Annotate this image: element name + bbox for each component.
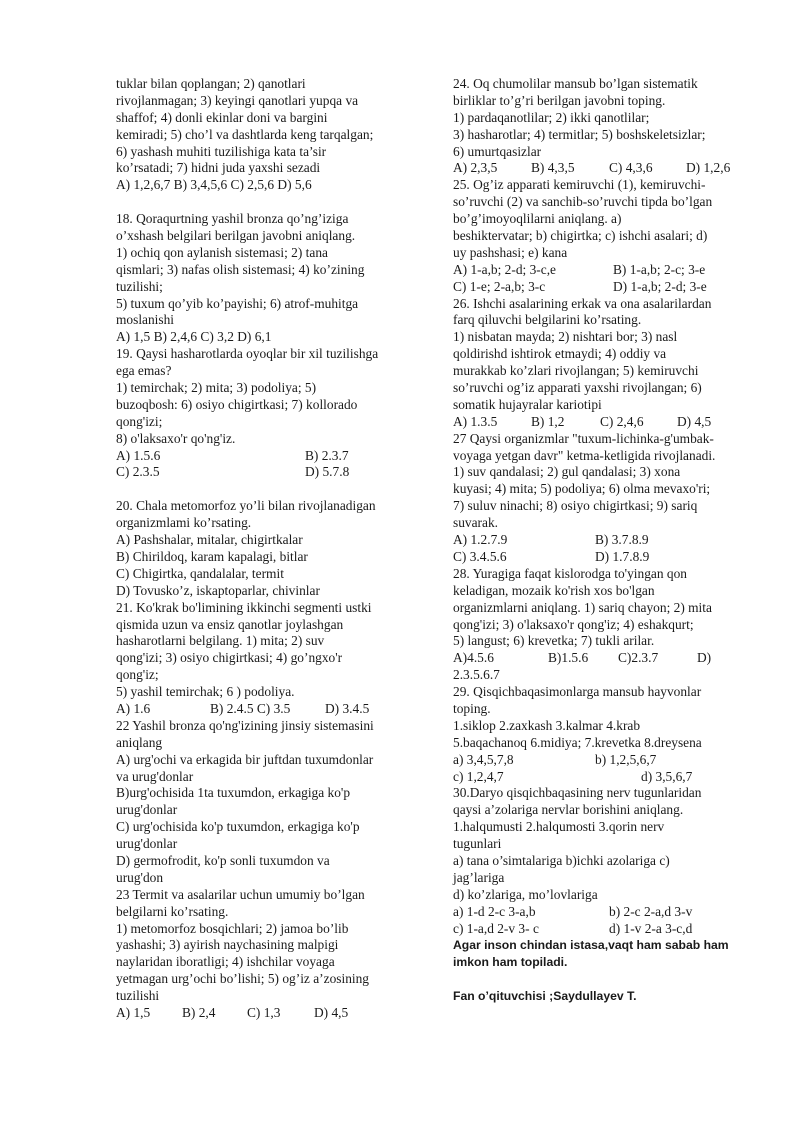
question-25: 25. Og’iz apparati kemiruvchi (1), kemiruvchi- — [453, 177, 706, 193]
text-line: hasharotlarni belgilang. 1) mita; 2) suv — [116, 633, 325, 649]
question-27: 27 Qaysi organizmlar "tuxum-lichinka-g'umbak- — [453, 430, 714, 446]
text-line: 5.baqachanoq 6.midiya; 7.krevetka 8.dreysena — [453, 734, 702, 750]
text-line: 1) nisbatan mayda; 2) nishtari bor; 3) nasl — [453, 329, 678, 345]
spacer — [453, 971, 745, 988]
text-line: 1) suv qandalasi; 2) gul qandalasi; 3) xona — [453, 464, 681, 480]
answer-row — [116, 448, 412, 465]
text-line: urug'donlar — [116, 836, 178, 852]
option-a: A) 1.3.5 — [453, 413, 498, 429]
answer-row — [453, 752, 745, 769]
answer-row — [453, 532, 745, 549]
text-line: qong'izi; — [116, 413, 163, 429]
option-d: D) 1.7.8.9 — [595, 548, 650, 564]
answer-options: A) 1,2,6,7 B) 3,4,5,6 C) 2,5,6 D) 5,6 — [116, 177, 312, 193]
text-line: murakkab ko’zlari rivojlangan; 5) kemiruvchi — [453, 363, 699, 379]
answer-row — [116, 464, 412, 481]
text-line: 5) langust; 6) krevetka; 7) tukli arilar. — [453, 633, 655, 649]
option-d: D) 4,5 — [677, 413, 712, 429]
text-line: kemiradi; 5) cho’l va dashtlarda keng tarqalgan; — [116, 126, 374, 142]
option-c: C) 4,3,6 — [609, 160, 653, 176]
option-c: c) 1-a,d 2-v 3- c — [453, 920, 539, 936]
text-line: tuzilishi; — [116, 278, 163, 294]
text-line: 6) umurtqasizlar — [453, 143, 542, 159]
option-a: A) 1.2.7.9 — [453, 532, 508, 548]
option-a: A) 1.6 — [116, 700, 151, 716]
text-line: 3) hasharotlar; 4) termitlar; 5) boshskeletsizlar; — [453, 126, 706, 142]
answer-row — [116, 701, 412, 718]
option-a: A) 1.5.6 — [116, 447, 161, 463]
question-20: 20. Chala metomorfoz yo’li bilan rivojlanadigan — [116, 498, 376, 514]
option-a: A) 2,3,5 — [453, 160, 498, 176]
option-d: D) germofrodit, ko'p sonli tuxumdon va — [116, 852, 330, 868]
text-line: qoldirishd ishtirok etmaydi; 4) oddiy va — [453, 346, 667, 362]
option-a: a) 1-d 2-c 3-a,b — [453, 903, 536, 919]
option-d: D) 4,5 — [314, 1004, 349, 1020]
text-line: 7) suluv ninachi; 8) osiyo chigirtkasi; 9) sariq — [453, 498, 698, 514]
question-18: 18. Qoraqurtning yashil bronza qo’ng’iziga — [116, 211, 349, 227]
answer-row — [453, 279, 745, 296]
text-line: qong'izi; 3) osiyo chigirtkasi; 4) go’ngxo'r — [116, 650, 343, 666]
answer-row — [453, 921, 745, 938]
option-b: B) 3.7.8.9 — [595, 532, 649, 548]
option-b: B) 1-a,b; 2-c; 3-e — [613, 261, 706, 277]
text-line: suvarak. — [453, 515, 498, 531]
answer-row — [453, 414, 745, 431]
option-c: C) 3.4.5.6 — [453, 548, 507, 564]
text-line: rivojlanmagan; 3) keyingi qanotlari yupqa va — [116, 92, 359, 108]
text-line: o’xshash belgilari berilgan javobni aniqlang. — [116, 228, 356, 244]
text-line: 1) temirchak; 2) mita; 3) podoliya; 5) — [116, 380, 317, 396]
option-c: C) 2,4,6 — [600, 413, 644, 429]
option-b: B) 2.3.7 — [305, 447, 349, 463]
text-line: naylaridan iboratligi; 4) ishchilar voyaga — [116, 954, 335, 970]
option-c: C) 2.3.5 — [116, 464, 160, 480]
option-b: B)urg'ochisida 1ta tuxumdon, erkagiga ko'p — [116, 785, 351, 801]
option-b-c: B) 2.4.5 C) 3.5 — [210, 700, 291, 716]
answer-row — [453, 160, 745, 177]
question-28: 28. Yuragiga faqat kislorodga to'yingan qon — [453, 565, 687, 581]
text-line: a) tana o’simtalariga b)ichki azolariga c) — [453, 852, 670, 868]
text-line: 1.halqumusti 2.halqumosti 3.qorin nerv — [453, 819, 665, 835]
option-c: C) Chigirtka, qandalalar, termit — [116, 565, 284, 581]
option-a: A) 1,5 — [116, 1004, 151, 1020]
option-b: B)1.5.6 — [548, 650, 589, 666]
text-line: belgilarni ko’rsating. — [116, 903, 229, 919]
text-line: somatik hujayralar kariotipi — [453, 396, 602, 412]
text-line: yetmagan urg’ochi bo’lishi; 5) og’iz a’zosining — [116, 971, 369, 987]
option-a: A) Pashshalar, mitalar, chigirtkalar — [116, 532, 303, 548]
text-line: kuyasi; 4) mita; 5) podoliya; 6) olma mevaxo'ri; — [453, 481, 711, 497]
question-19: 19. Qaysi hasharotlarda oyoqlar bir xil tuzilishga — [116, 346, 379, 362]
option-c: C) 1-e; 2-a,b; 3-c — [453, 278, 546, 294]
option-a: A)4.5.6 — [453, 650, 494, 666]
text-line: so’ruvchi (2) va sanchib-so’ruvchi tipda bo’lgan — [453, 194, 713, 210]
text-line: tuklar bilan qoplangan; 2) qanotlari — [116, 76, 306, 91]
text-line: moslanishi — [116, 312, 175, 328]
option-b: b) 1,2,5,6,7 — [595, 751, 657, 767]
text-line: shaffof; 4) donli ekinlar doni va bargini — [116, 109, 328, 125]
text-line: qismlari; 3) nafas olish sistemasi; 4) ko’zining — [116, 261, 365, 277]
text-line: qaysi a’zolariga nervlar borishini aniqlang. — [453, 802, 684, 818]
question-29: 29. Qisqichbaqasimonlarga mansub hayvonlar — [453, 684, 702, 700]
text-line: organizmlarni aniqlang. 1) sariq chayon; 2) mita — [453, 599, 712, 615]
text-line: 1) pardaqanotlilar; 2) ikki qanotlilar; — [453, 109, 650, 125]
option-d: d) 3,5,6,7 — [641, 768, 693, 784]
question-22: 22 Yashil bronza qo'ng'izining jinsiy sistemasini — [116, 717, 374, 733]
option-b: B) 4,3,5 — [531, 160, 575, 176]
left-column — [116, 76, 412, 1022]
text-line: 2.3.5.6.7 — [453, 667, 500, 683]
answer-row — [453, 904, 745, 921]
option-a: a) 3,4,5,7,8 — [453, 751, 514, 767]
option-a: A) 1-a,b; 2-d; 3-c,e — [453, 261, 556, 277]
text-line: buzoqbosh: 6) osiyo chigirtkasi; 7) kollorado — [116, 396, 358, 412]
text-line: d) ko’zlariga, mo’lovlariga — [453, 886, 598, 902]
text-line: toping. — [453, 700, 491, 716]
text-line: 5) yashil temirchak; 6 ) podoliya. — [116, 684, 295, 700]
answer-row — [116, 1005, 412, 1022]
option-c: C)2.3.7 — [618, 650, 659, 666]
text-line: bo’g’imoyoqlilarni aniqlang. a) — [453, 211, 622, 227]
text-line: birliklar to’g’ri berilgan javobni toping. — [453, 92, 666, 108]
text-line: 1) ochiq qon aylanish sistemasi; 2) tana — [116, 244, 328, 260]
text-line: tugunlari — [453, 836, 502, 852]
option-d: D) Tovusko’z, iskaptoparlar, chivinlar — [116, 582, 320, 598]
answer-row — [453, 769, 745, 786]
text-line: urug'don — [116, 869, 164, 885]
question-30: 30.Daryo qisqichbaqasining nerv tugunlaridan — [453, 785, 702, 801]
option-b: b) 2-c 2-a,d 3-v — [609, 903, 693, 919]
closing-quote: Agar inson chindan istasa,vaqt ham sabab ham — [453, 938, 729, 953]
option-a: A) urg'ochi va erkagida bir juftdan tuxumdonlar — [116, 751, 374, 767]
answer-row — [453, 262, 745, 279]
text-line: voyaga yetgan davr" ketma-ketligida rivojlanadi. — [453, 447, 716, 463]
answer-row — [453, 650, 745, 667]
text-line: ega emas? — [116, 363, 172, 379]
option-d: D) — [697, 650, 712, 666]
question-26: 26. Ishchi asalarining erkak va ona asalarilardan — [453, 295, 712, 311]
text-line: va urug'donlar — [116, 768, 194, 784]
right-column — [453, 76, 745, 1005]
text-line: ko’rsatadi; 7) hidni juda yaxshi sezadi — [116, 160, 321, 176]
text-line: aniqlang — [116, 734, 163, 750]
text-line: tuzilishi — [116, 988, 160, 1004]
text-line: 8) o'laksaxo'r qo'ng'iz. — [116, 430, 236, 446]
closing-quote: imkon ham topiladi. — [453, 955, 568, 970]
text-line: keladigan, mozaik ko'rish xos bo'lgan — [453, 582, 655, 598]
question-23: 23 Termit va asalarilar uchun umumiy bo’lgan — [116, 886, 365, 902]
text-line: qong'izi; 3) o'laksaxo'r qong'iz; 4) eshakqurt; — [453, 616, 694, 632]
teacher-signature: Fan o’qituvchisi ;Saydullayev T. — [453, 989, 637, 1004]
text-line: 1.siklop 2.zaxkash 3.kalmar 4.krab — [453, 717, 641, 733]
option-b: B) 1,2 — [531, 413, 565, 429]
text-line: organizmlami ko’rsating. — [116, 515, 252, 531]
option-d: D) 1,2,6 — [686, 160, 731, 176]
text-line: uy pashshasi; e) kana — [453, 244, 568, 260]
option-b: B) Chirildoq, karam kapalagi, bitlar — [116, 548, 308, 564]
spacer — [116, 194, 412, 211]
text-line: 5) tuxum qo’yib ko’payishi; 6) atrof-muhitga — [116, 295, 359, 311]
question-24: 24. Oq chumolilar mansub bo’lgan sistematik — [453, 76, 698, 91]
text-line: 1) metomorfoz bosqichlari; 2) jamoa bo’lib — [116, 920, 349, 936]
text-line: qismida uzun va ensiz qanotlar joylashgan — [116, 616, 344, 632]
text-line: so’ruvchi og’iz apparati yaxshi rivojlangan; 6) — [453, 380, 702, 396]
question-21: 21. Ko'krak bo'limining ikkinchi segmenti ustki — [116, 599, 372, 615]
option-b: B) 2,4 — [182, 1004, 216, 1020]
text-line: qong'iz; — [116, 667, 159, 683]
text-line: yashashi; 3) ayirish naychasining malpigi — [116, 937, 339, 953]
option-d: d) 1-v 2-a 3-c,d — [609, 920, 693, 936]
text-line: beshiktervatar; b) chigirtka; c) ishchi asalari; d) — [453, 228, 708, 244]
text-line: 6) yashash muhiti tuzilishiga kata ta’sir — [116, 143, 327, 159]
option-c: C) 1,3 — [247, 1004, 281, 1020]
option-d: D) 1-a,b; 2-d; 3-e — [613, 278, 707, 294]
text-line: urug'donlar — [116, 802, 178, 818]
answer-row — [453, 549, 745, 566]
option-d: D) 5.7.8 — [305, 464, 350, 480]
text-line: farq qiluvchi belgilarini ko’rsating. — [453, 312, 642, 328]
option-d: D) 3.4.5 — [325, 700, 370, 716]
spacer — [116, 481, 412, 498]
text-line: jag’lariga — [453, 869, 505, 885]
answer-options: A) 1,5 B) 2,4,6 C) 3,2 D) 6,1 — [116, 329, 272, 345]
option-c: C) urg'ochisida ko'p tuxumdon, erkagiga ko'p — [116, 819, 360, 835]
option-c: c) 1,2,4,7 — [453, 768, 504, 784]
